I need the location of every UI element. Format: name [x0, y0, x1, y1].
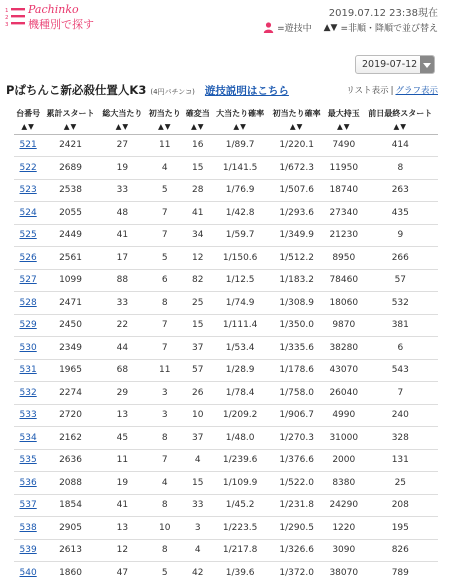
table-cell: 3	[184, 517, 212, 540]
table-cell: 2720	[42, 404, 99, 427]
table-cell: 8380	[325, 472, 363, 495]
machine-number-cell	[14, 179, 42, 202]
table-cell: 532	[363, 292, 438, 315]
table-cell: 1/290.5	[268, 517, 325, 540]
table-cell: 1/223.5	[212, 517, 269, 540]
table-cell: 7	[146, 449, 184, 472]
machine-number-cell	[14, 134, 42, 157]
machine-number-cell	[14, 269, 42, 292]
table-cell: 1/74.9	[212, 292, 269, 315]
machine-number-link[interactable]: 523	[19, 185, 37, 196]
table-cell: 1/372.0	[268, 562, 325, 584]
table-cell: 1/53.4	[212, 337, 269, 360]
legend-playing-label: =遊技中	[277, 24, 312, 34]
table-cell: 18060	[325, 292, 363, 315]
machine-number-cell	[14, 359, 42, 382]
machine-number-link[interactable]: 538	[19, 522, 37, 533]
svg-text:1: 1	[5, 8, 9, 14]
table-cell: 15	[184, 314, 212, 337]
table-cell: 29	[99, 382, 146, 405]
date-select-value: 2019-07-12	[362, 59, 418, 70]
machine-number-cell	[14, 494, 42, 517]
table-cell: 18740	[325, 179, 363, 202]
table-cell: 78460	[325, 269, 363, 292]
machine-number-link[interactable]: 536	[19, 477, 37, 488]
table-cell: 381	[363, 314, 438, 337]
table-cell: 4	[146, 157, 184, 180]
graph-view-link[interactable]: グラフ表示	[395, 86, 438, 96]
table-cell: 37	[184, 337, 212, 360]
table-cell: 10	[184, 404, 212, 427]
table-cell: 1/150.6	[212, 247, 269, 270]
table-cell: 1/111.4	[212, 314, 269, 337]
table-row	[14, 449, 438, 472]
table-cell: 1/672.3	[268, 157, 325, 180]
column-header-label: 初当たり	[148, 109, 181, 118]
table-cell: 7	[146, 314, 184, 337]
sort-arrows-icon[interactable]: ▲▼	[233, 122, 247, 131]
table-cell: 4	[146, 472, 184, 495]
table-cell: 11	[146, 359, 184, 382]
table-cell: 27	[99, 134, 146, 157]
table-cell: 208	[363, 494, 438, 517]
table-cell: 9	[363, 224, 438, 247]
table-cell: 1854	[42, 494, 99, 517]
table-cell: 6	[146, 269, 184, 292]
table-cell: 8	[146, 539, 184, 562]
table-cell: 414	[363, 134, 438, 157]
table-row	[14, 224, 438, 247]
machine-number-cell	[14, 404, 42, 427]
table-cell: 1/335.6	[268, 337, 325, 360]
table-cell: 7	[146, 202, 184, 225]
table-cell: 1/758.0	[268, 382, 325, 405]
column-header	[212, 107, 269, 134]
machine-number-cell	[14, 382, 42, 405]
table-cell: 4	[184, 449, 212, 472]
column-header-label: 台番号	[16, 109, 41, 118]
machine-title-row	[6, 82, 289, 98]
list-view-label: リスト表示	[346, 86, 389, 96]
table-cell: 3	[146, 404, 184, 427]
table-cell: 7	[146, 337, 184, 360]
column-header-label: 前日最終スタート	[368, 109, 433, 118]
table-cell: 4990	[325, 404, 363, 427]
svg-text:3: 3	[5, 22, 9, 28]
machine-number-cell	[14, 202, 42, 225]
table-cell: 2450	[42, 314, 99, 337]
table-row	[14, 292, 438, 315]
table-cell: 27340	[325, 202, 363, 225]
table-cell: 12	[99, 539, 146, 562]
table-cell: 1860	[42, 562, 99, 584]
sort-arrows-icon[interactable]: ▲▼	[115, 122, 130, 131]
machine-number-cell	[14, 314, 42, 337]
table-cell: 2561	[42, 247, 99, 270]
machine-number-cell	[14, 517, 42, 540]
table-cell: 13	[99, 404, 146, 427]
machine-number-cell	[14, 539, 42, 562]
table-row	[14, 134, 438, 157]
table-row	[14, 314, 438, 337]
table-cell: 33	[99, 179, 146, 202]
table-cell: 1/78.4	[212, 382, 269, 405]
machine-number-link[interactable]: 527	[19, 275, 37, 286]
sort-arrows-icon[interactable]: ▲▼	[336, 122, 351, 131]
table-cell: 4	[184, 539, 212, 562]
table-cell: 2055	[42, 202, 99, 225]
sort-arrows-icon[interactable]: ▲▼	[393, 122, 408, 131]
table-cell: 47	[99, 562, 146, 584]
table-cell: 1965	[42, 359, 99, 382]
machine-number-cell	[14, 224, 42, 247]
table-cell: 2274	[42, 382, 99, 405]
column-header-label: 総大当たり	[102, 109, 143, 118]
machine-number-link[interactable]: 537	[19, 500, 37, 511]
table-cell: 1/220.1	[268, 134, 325, 157]
table-cell: 1/231.8	[268, 494, 325, 517]
table-cell: 1/209.2	[212, 404, 269, 427]
table-cell: 19	[99, 472, 146, 495]
play-guide-link[interactable]: 遊技説明はこちら	[204, 85, 289, 97]
sort-arrows-icon[interactable]: ▲▼	[157, 122, 172, 131]
update-datetime: 2019.07.12 23:38現在	[328, 8, 438, 19]
pachinko-logo-icon[interactable]	[5, 6, 27, 28]
table-cell: 435	[363, 202, 438, 225]
machine-number-link[interactable]: 526	[19, 252, 37, 263]
table-cell: 1/28.9	[212, 359, 269, 382]
table-cell: 543	[363, 359, 438, 382]
table-row	[14, 269, 438, 292]
table-row	[14, 247, 438, 270]
logo-text[interactable]: Pachinko	[28, 3, 79, 16]
table-cell: 5	[146, 247, 184, 270]
table-cell: 2088	[42, 472, 99, 495]
table-row	[14, 157, 438, 180]
table-cell: 31000	[325, 427, 363, 450]
table-cell: 1/217.8	[212, 539, 269, 562]
table-body	[14, 134, 438, 584]
machine-number-link[interactable]: 531	[19, 365, 37, 376]
header	[0, 0, 450, 40]
table-cell: 5	[146, 179, 184, 202]
table-row	[14, 404, 438, 427]
table-cell: 1/906.7	[268, 404, 325, 427]
table-cell: 33	[184, 494, 212, 517]
table-cell: 24290	[325, 494, 363, 517]
machine-number-cell	[14, 157, 42, 180]
machine-number-link[interactable]: 540	[19, 567, 37, 578]
table-cell: 11	[146, 134, 184, 157]
view-toggle: リスト表示 | グラフ表示	[346, 86, 438, 96]
machine-number-cell	[14, 427, 42, 450]
machine-number-cell	[14, 562, 42, 584]
machine-number-cell	[14, 292, 42, 315]
table-cell: 3	[146, 382, 184, 405]
table-cell: 6	[363, 337, 438, 360]
table-cell: 1/178.6	[268, 359, 325, 382]
table-cell: 38070	[325, 562, 363, 584]
column-header-label: 確変当	[185, 109, 210, 118]
svg-text:2: 2	[5, 15, 9, 21]
table-cell: 10	[146, 517, 184, 540]
table-cell: 45	[99, 427, 146, 450]
column-header	[42, 107, 99, 134]
table-cell: 1/109.9	[212, 472, 269, 495]
table-header-row	[14, 107, 438, 134]
table-cell: 266	[363, 247, 438, 270]
table-cell: 8950	[325, 247, 363, 270]
table-cell: 1/326.6	[268, 539, 325, 562]
table-row	[14, 179, 438, 202]
machine-number-link[interactable]: 534	[19, 432, 37, 443]
table-cell: 1/376.6	[268, 449, 325, 472]
machine-number-link[interactable]: 525	[19, 230, 37, 241]
table-cell: 11950	[325, 157, 363, 180]
table-cell: 17	[99, 247, 146, 270]
playing-person-icon	[263, 22, 274, 33]
table-cell: 263	[363, 179, 438, 202]
legend	[263, 21, 438, 34]
machine-number-cell	[14, 472, 42, 495]
table-cell: 1/59.7	[212, 224, 269, 247]
table-cell: 68	[99, 359, 146, 382]
table-cell: 2613	[42, 539, 99, 562]
table-cell: 328	[363, 427, 438, 450]
table-cell: 1/239.6	[212, 449, 269, 472]
table-cell: 7490	[325, 134, 363, 157]
table-cell: 1/507.6	[268, 179, 325, 202]
table-cell: 19	[99, 157, 146, 180]
table-cell: 5	[146, 562, 184, 584]
table-cell: 16	[184, 134, 212, 157]
table-cell: 15	[184, 157, 212, 180]
table-cell: 44	[99, 337, 146, 360]
column-header	[268, 107, 325, 134]
table-cell: 2449	[42, 224, 99, 247]
table-row	[14, 359, 438, 382]
column-header-label: 初当たり確率	[272, 109, 321, 118]
table-cell: 2000	[325, 449, 363, 472]
table-cell: 15	[184, 472, 212, 495]
column-header	[325, 107, 363, 134]
sort-arrows-icon[interactable]: ▲▼	[289, 122, 304, 131]
machine-number-link[interactable]: 522	[19, 162, 37, 173]
table-cell: 43070	[325, 359, 363, 382]
table-cell: 25	[363, 472, 438, 495]
table-row	[14, 494, 438, 517]
machine-data-table	[14, 107, 438, 584]
table-cell: 38280	[325, 337, 363, 360]
table-cell: 41	[184, 202, 212, 225]
table-cell: 7	[363, 382, 438, 405]
table-cell: 1/12.5	[212, 269, 269, 292]
table-cell: 8	[146, 494, 184, 517]
table-cell: 3090	[325, 539, 363, 562]
table-cell: 26040	[325, 382, 363, 405]
chevron-down-icon[interactable]	[420, 56, 434, 73]
table-cell: 42	[184, 562, 212, 584]
table-cell: 2538	[42, 179, 99, 202]
table-cell: 1/350.0	[268, 314, 325, 337]
table-cell: 2636	[42, 449, 99, 472]
table-cell: 2421	[42, 134, 99, 157]
table-cell: 1/512.2	[268, 247, 325, 270]
machine-rate: (4円パチンコ)	[150, 88, 195, 96]
table-cell: 1/45.2	[212, 494, 269, 517]
table-row	[14, 427, 438, 450]
column-header-label: 最大持玉	[327, 109, 360, 118]
table-cell: 1/42.8	[212, 202, 269, 225]
table-cell: 88	[99, 269, 146, 292]
table-cell: 1220	[325, 517, 363, 540]
table-cell: 2905	[42, 517, 99, 540]
sort-arrows-icon[interactable]: ▲▼	[21, 122, 35, 131]
sort-arrows-icon: ▲▼	[323, 22, 338, 33]
machine-number-link[interactable]: 535	[19, 455, 37, 466]
table-cell: 21230	[325, 224, 363, 247]
table-cell: 826	[363, 539, 438, 562]
table-cell: 37	[184, 427, 212, 450]
column-header-label: 大当たり確率	[216, 109, 265, 118]
table-cell: 1099	[42, 269, 99, 292]
machine-number-cell	[14, 247, 42, 270]
machine-number-link[interactable]: 524	[19, 207, 37, 218]
table-cell: 1/270.3	[268, 427, 325, 450]
table-cell: 25	[184, 292, 212, 315]
sort-arrows-icon[interactable]: ▲▼	[63, 122, 78, 131]
table-cell: 1/293.6	[268, 202, 325, 225]
table-cell: 2349	[42, 337, 99, 360]
machine-number-link[interactable]: 539	[19, 545, 37, 556]
column-header	[363, 107, 438, 134]
table-cell: 195	[363, 517, 438, 540]
machine-number-link[interactable]: 533	[19, 410, 37, 421]
table-cell: 57	[184, 359, 212, 382]
table-cell: 28	[184, 179, 212, 202]
table-cell: 8	[363, 157, 438, 180]
table-cell: 48	[99, 202, 146, 225]
machine-number-link[interactable]: 530	[19, 342, 37, 353]
machine-number-link[interactable]: 528	[19, 297, 37, 308]
table-cell: 22	[99, 314, 146, 337]
table-cell: 13	[99, 517, 146, 540]
table-cell: 2689	[42, 157, 99, 180]
table-cell: 11	[99, 449, 146, 472]
table-cell: 1/522.0	[268, 472, 325, 495]
column-header	[99, 107, 146, 134]
table-cell: 12	[184, 247, 212, 270]
table-cell: 33	[99, 292, 146, 315]
table-cell: 1/39.6	[212, 562, 269, 584]
table-cell: 41	[99, 494, 146, 517]
table-cell: 2162	[42, 427, 99, 450]
column-header	[14, 107, 42, 134]
table-row	[14, 517, 438, 540]
logo-subtitle[interactable]: 機種別で探す	[28, 18, 94, 31]
machine-number-link[interactable]: 532	[19, 387, 37, 398]
table-cell: 1/89.7	[212, 134, 269, 157]
table-cell: 789	[363, 562, 438, 584]
column-header-label: 累計スタート	[46, 109, 95, 118]
table-cell: 41	[99, 224, 146, 247]
table-cell: 131	[363, 449, 438, 472]
machine-number-cell	[14, 449, 42, 472]
table-cell: 240	[363, 404, 438, 427]
table-cell: 26	[184, 382, 212, 405]
column-header	[146, 107, 184, 134]
table-cell: 8	[146, 427, 184, 450]
table-cell: 1/183.2	[268, 269, 325, 292]
table-row	[14, 382, 438, 405]
table-row	[14, 472, 438, 495]
column-header	[184, 107, 212, 134]
table-cell: 1/48.0	[212, 427, 269, 450]
table-cell: 1/308.9	[268, 292, 325, 315]
sort-arrows-icon[interactable]: ▲▼	[190, 122, 205, 131]
table-cell: 1/349.9	[268, 224, 325, 247]
machine-number-link[interactable]: 521	[19, 140, 37, 151]
table-cell: 34	[184, 224, 212, 247]
table-cell: 2471	[42, 292, 99, 315]
machine-number-cell	[14, 337, 42, 360]
legend-sort-label: =非順・降順で並び替え	[340, 24, 438, 34]
date-select[interactable]	[355, 55, 435, 74]
table-row	[14, 337, 438, 360]
table-row	[14, 539, 438, 562]
table-cell: 7	[146, 224, 184, 247]
table-cell: 8	[146, 292, 184, 315]
table-cell: 1/76.9	[212, 179, 269, 202]
machine-number-link[interactable]: 529	[19, 320, 37, 331]
table-cell: 82	[184, 269, 212, 292]
table-row	[14, 562, 438, 584]
machine-title: Pぱちんこ新必殺仕置人K3	[6, 83, 147, 97]
table-row	[14, 202, 438, 225]
table-cell: 9870	[325, 314, 363, 337]
table-cell: 1/141.5	[212, 157, 269, 180]
table-cell: 57	[363, 269, 438, 292]
